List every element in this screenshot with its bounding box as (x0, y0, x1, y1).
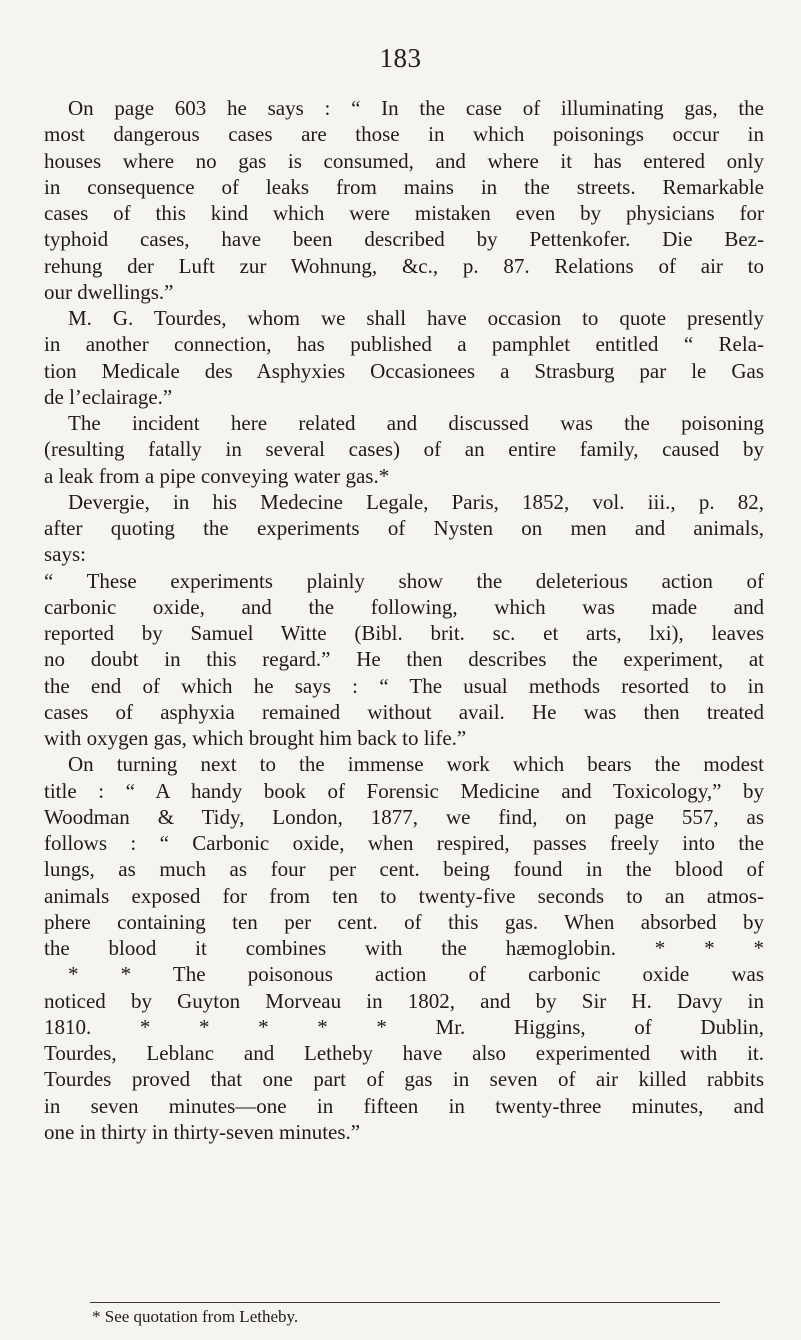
text-line: a leak from a pipe conveying water gas.* (44, 463, 390, 488)
text-line: On turning next to the immense work which bears the modest (68, 752, 764, 777)
text-line: title : “ A handy book of Forensic Medicine and Toxicology,” by (44, 778, 764, 803)
text-line: carbonic oxide, and the following, which was made and (44, 594, 764, 619)
text-line: phere containing ten per cent. of this gas. When absorbed by (44, 909, 764, 934)
text-line: (resulting fatally in several cases) of an entire family, caused by (44, 437, 764, 462)
text-line: follows : “ Carbonic oxide, when respired, passes freely into the (44, 831, 764, 855)
text-line: * * The poisonous action of carbonic oxide was (68, 962, 764, 987)
text-line: after quoting the experiments of Nysten on men and animals, (44, 516, 764, 540)
text-line: reported by Samuel Witte (Bibl. brit. sc. et arts, lxi), leaves (44, 621, 764, 645)
text-line: Tourdes, Leblanc and Letheby have also experimented with it. (44, 1041, 764, 1065)
text-line: 1810. * * * * * Mr. Higgins, of Dublin, (44, 1014, 764, 1039)
text-line: lungs, as much as four per cent. being found in the blood of (44, 857, 764, 882)
text-line: de l’eclairage.” (44, 384, 173, 409)
text-line: with oxygen gas, which brought him back to life.” (44, 726, 467, 750)
text-line: the blood it combines with the hæmoglobin. * * * (44, 936, 764, 960)
text-line: On page 603 he says : “ In the case of illuminating gas, the (68, 96, 764, 120)
footnote-divider (90, 1302, 720, 1303)
text-line: typhoid cases, have been described by Pettenkofer. Die Bez- (44, 227, 764, 252)
text-line: houses where no gas is consumed, and where it has entered only (44, 148, 764, 173)
page-number: 183 (379, 43, 422, 73)
text-line: says: (44, 542, 86, 567)
text-line: Tourdes proved that one part of gas in seven of air killed rabbits (44, 1067, 764, 1092)
text-line: tion Medicale des Asphyxies Occasionees a Strasburg par le Gas (44, 358, 764, 383)
text-line: noticed by Guyton Morveau in 1802, and by Sir H. Davy in (44, 988, 764, 1013)
text-line: rehung der Luft zur Wohnung, &c., p. 87. Relations of air to (44, 253, 764, 278)
text-line: in consequence of leaks from mains in the streets. Remarkable (44, 174, 764, 199)
body-text (44, 95, 764, 1145)
text-line: one in thirty in thirty-seven minutes.” (44, 1119, 361, 1144)
text-line: animals exposed for from ten to twenty-five seconds to an atmos- (44, 883, 764, 908)
footnote: * See quotation from Letheby. (92, 1307, 299, 1326)
text-line: our dwellings.” (44, 279, 174, 304)
text-line: the end of which he says : “ The usual methods resorted to in (44, 673, 764, 698)
text-line: “ These experiments plainly show the deleterious action of (44, 568, 764, 593)
text-line: cases of this kind which were mistaken even by physicians for (44, 201, 764, 225)
text-line: in another connection, has published a pamphlet entitled “ Rela- (44, 332, 764, 357)
text-line: in seven minutes—one in fifteen in twenty-three minutes, and (44, 1093, 764, 1118)
text-line: Woodman & Tidy, London, 1877, we find, on page 557, as (44, 804, 764, 829)
text-line: most dangerous cases are those in which poisonings occur in (44, 122, 764, 147)
text-line: Devergie, in his Medecine Legale, Paris, 1852, vol. iii., p. 82, (68, 489, 764, 514)
text-line: The incident here related and discussed was the poisoning (68, 411, 764, 435)
text-line: cases of asphyxia remained without avail. He was then treated (44, 699, 764, 724)
text-line: no doubt in this regard.” He then describes the experiment, at (44, 647, 764, 672)
text-line: M. G. Tourdes, whom we shall have occasion to quote presently (68, 306, 764, 330)
